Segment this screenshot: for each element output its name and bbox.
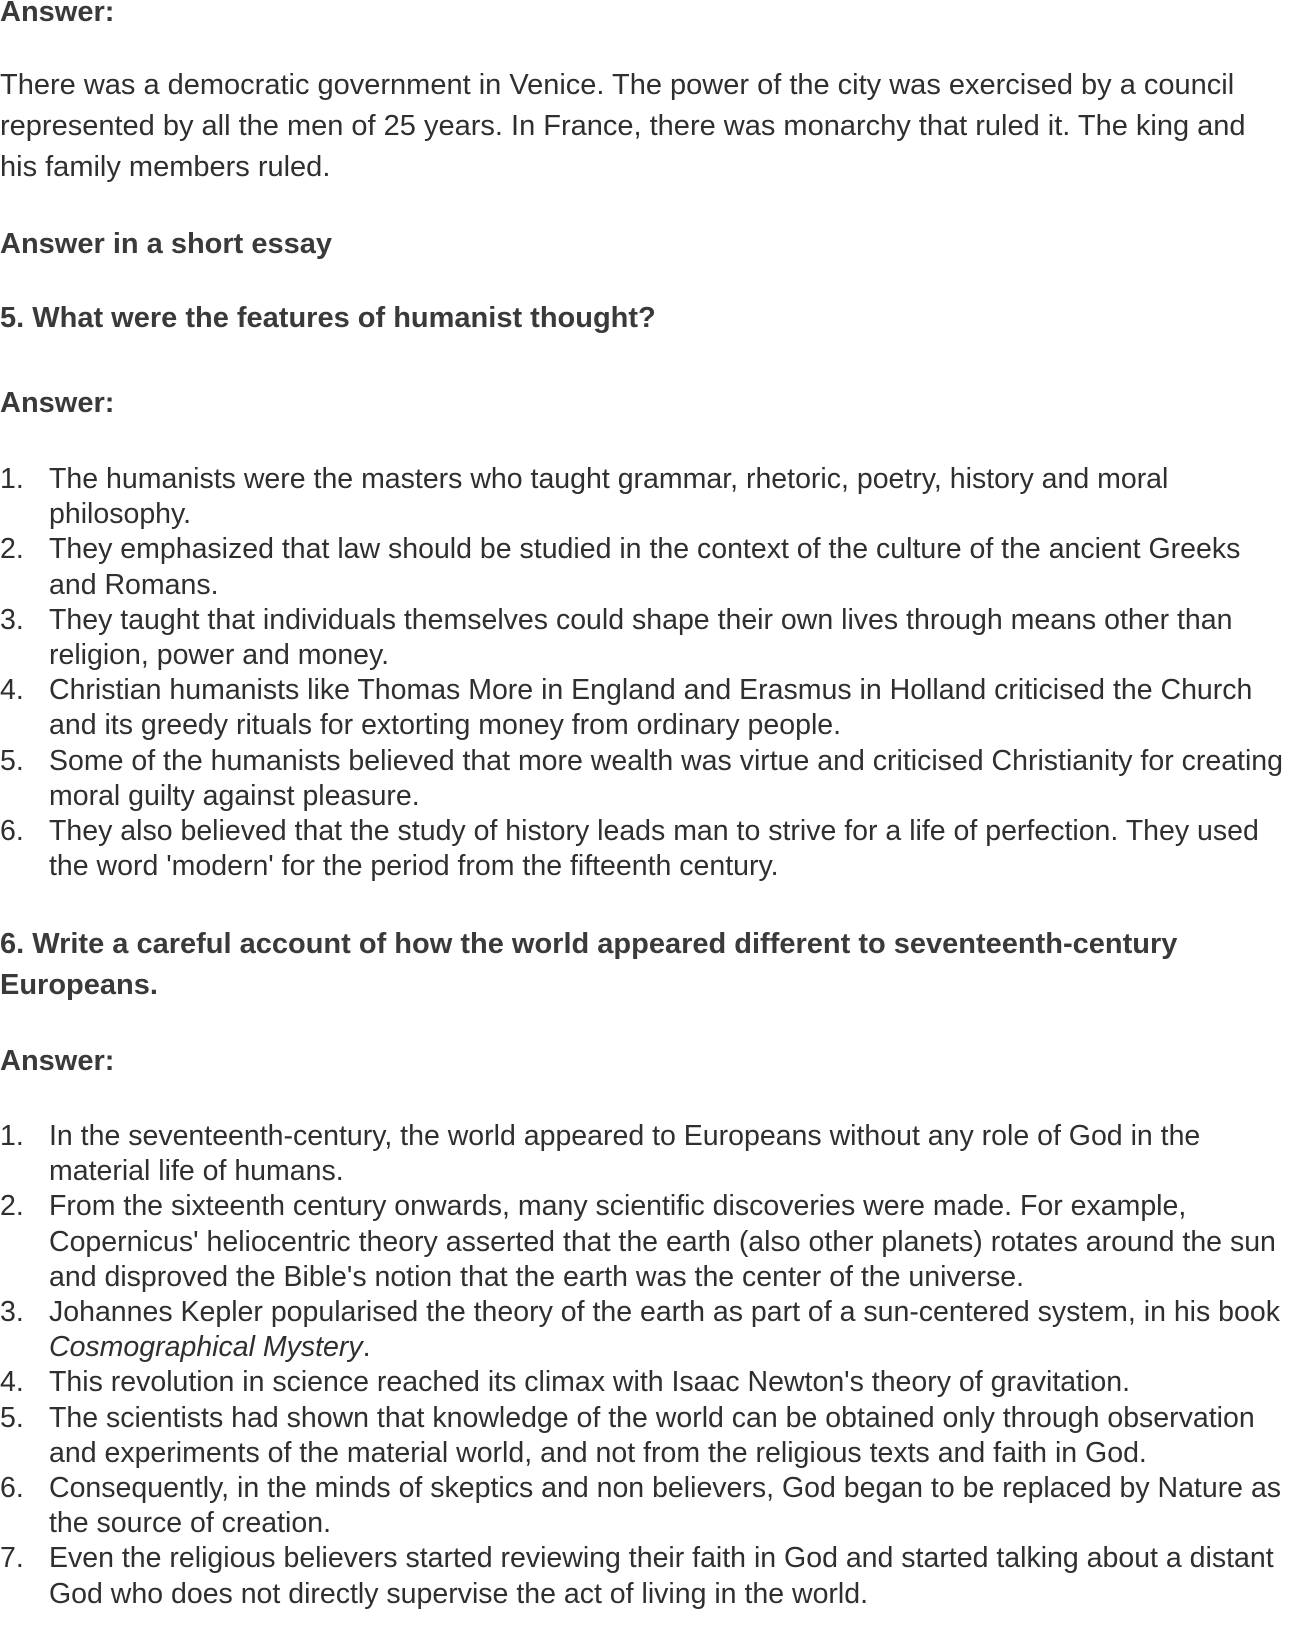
answer-list-q5 bbox=[0, 462, 1290, 884]
list-item-number: 6. bbox=[0, 1472, 24, 1505]
list-item bbox=[0, 673, 1290, 743]
list-item-number: 2. bbox=[0, 1190, 24, 1223]
list-item-text: Some of the humanists believed that more wealth was virtue and criticised Christianity for creating moral guilty against pleasure. bbox=[49, 744, 1283, 812]
book-title: Cosmographical Mystery bbox=[49, 1331, 363, 1364]
list-item bbox=[0, 744, 1290, 814]
list-item-text: This revolution in science reached its climax with Isaac Newton's theory of gravitation. bbox=[49, 1366, 1131, 1399]
list-item-text-after: . bbox=[362, 1331, 371, 1364]
list-item-number: 4. bbox=[0, 1366, 24, 1399]
list-item-text: In the seventeenth-century, the world appeared to Europeans without any role of God in the material life of humans. bbox=[49, 1120, 1201, 1188]
list-item bbox=[0, 1295, 1290, 1365]
list-item-text: From the sixteenth century onwards, many scientific discoveries were made. For example, Copernicus' heliocentric theory asserted that the earth (also other planets) rotates around the sun and disproved the Bible's notion that the earth was the center of the universe. bbox=[49, 1190, 1276, 1293]
list-item bbox=[0, 1119, 1290, 1189]
list-item-text: They emphasized that law should be studied in the context of the culture of the ancient Greeks and Romans. bbox=[49, 533, 1241, 601]
list-item bbox=[0, 532, 1290, 602]
list-item-number: 6. bbox=[0, 815, 24, 848]
list-item-text-before: Johannes Kepler popularised the theory of the earth as part of a sun-centered system, in his book bbox=[49, 1296, 1280, 1329]
list-item bbox=[0, 1189, 1290, 1295]
question-6: 6. Write a careful account of how the world appeared different to seventeenth-century Europeans. bbox=[0, 928, 1178, 1001]
list-item-number: 1. bbox=[0, 463, 24, 495]
list-item-number: 3. bbox=[0, 603, 24, 636]
list-item bbox=[0, 462, 1290, 532]
list-item-number: 2. bbox=[0, 533, 24, 566]
list-item bbox=[0, 1541, 1290, 1611]
list-item-text: The humanists were the masters who taught grammar, rhetoric, poetry, history and moral philosophy. bbox=[49, 463, 1169, 531]
list-item-number: 4. bbox=[0, 674, 24, 707]
answer-label: Answer: bbox=[0, 1045, 115, 1077]
list-item-text: The scientists had shown that knowledge of the world can be obtained only through observation and experiments of the material world, and not from the religious texts and faith in God. bbox=[49, 1401, 1255, 1469]
list-item bbox=[0, 1365, 1290, 1400]
list-item-number: 5. bbox=[0, 744, 24, 777]
list-item bbox=[0, 603, 1290, 673]
list-item-number: 3. bbox=[0, 1296, 24, 1329]
section-heading: Answer in a short essay bbox=[0, 228, 333, 260]
answer-list-q6 bbox=[0, 1119, 1290, 1612]
list-item bbox=[0, 1401, 1290, 1471]
list-item-text: Consequently, in the minds of skeptics and non believers, God began to be replaced by Nature as the source of creation. bbox=[49, 1472, 1282, 1540]
answer-label: Answer: bbox=[0, 0, 115, 28]
list-item-text: Even the religious believers started reviewing their faith in God and started talking about a distant God who does not directly supervise the act of living in the world. bbox=[49, 1542, 1274, 1610]
answer-label: Answer: bbox=[0, 387, 115, 419]
list-item-text: They also believed that the study of history leads man to strive for a life of perfection. They used the word 'modern' for the period from the fifteenth century. bbox=[49, 815, 1259, 883]
list-item bbox=[0, 814, 1290, 884]
list-item bbox=[0, 1471, 1290, 1541]
question-5: 5. What were the features of humanist thought? bbox=[0, 302, 656, 334]
list-item-number: 7. bbox=[0, 1542, 24, 1575]
list-item-number: 1. bbox=[0, 1120, 24, 1152]
list-item-number: 5. bbox=[0, 1401, 24, 1434]
answer-paragraph: There was a democratic government in Venice. The power of the city was exercised by a council represented by all the men of 25 years. In France, there was monarchy that ruled it. The king and his family members ruled. bbox=[0, 69, 1246, 183]
list-item-text: They taught that individuals themselves could shape their own lives through means other than religion, power and money. bbox=[49, 603, 1233, 672]
list-item-text: Christian humanists like Thomas More in England and Erasmus in Holland criticised the Church and its greedy rituals for extorting money from ordinary people. bbox=[49, 674, 1253, 742]
